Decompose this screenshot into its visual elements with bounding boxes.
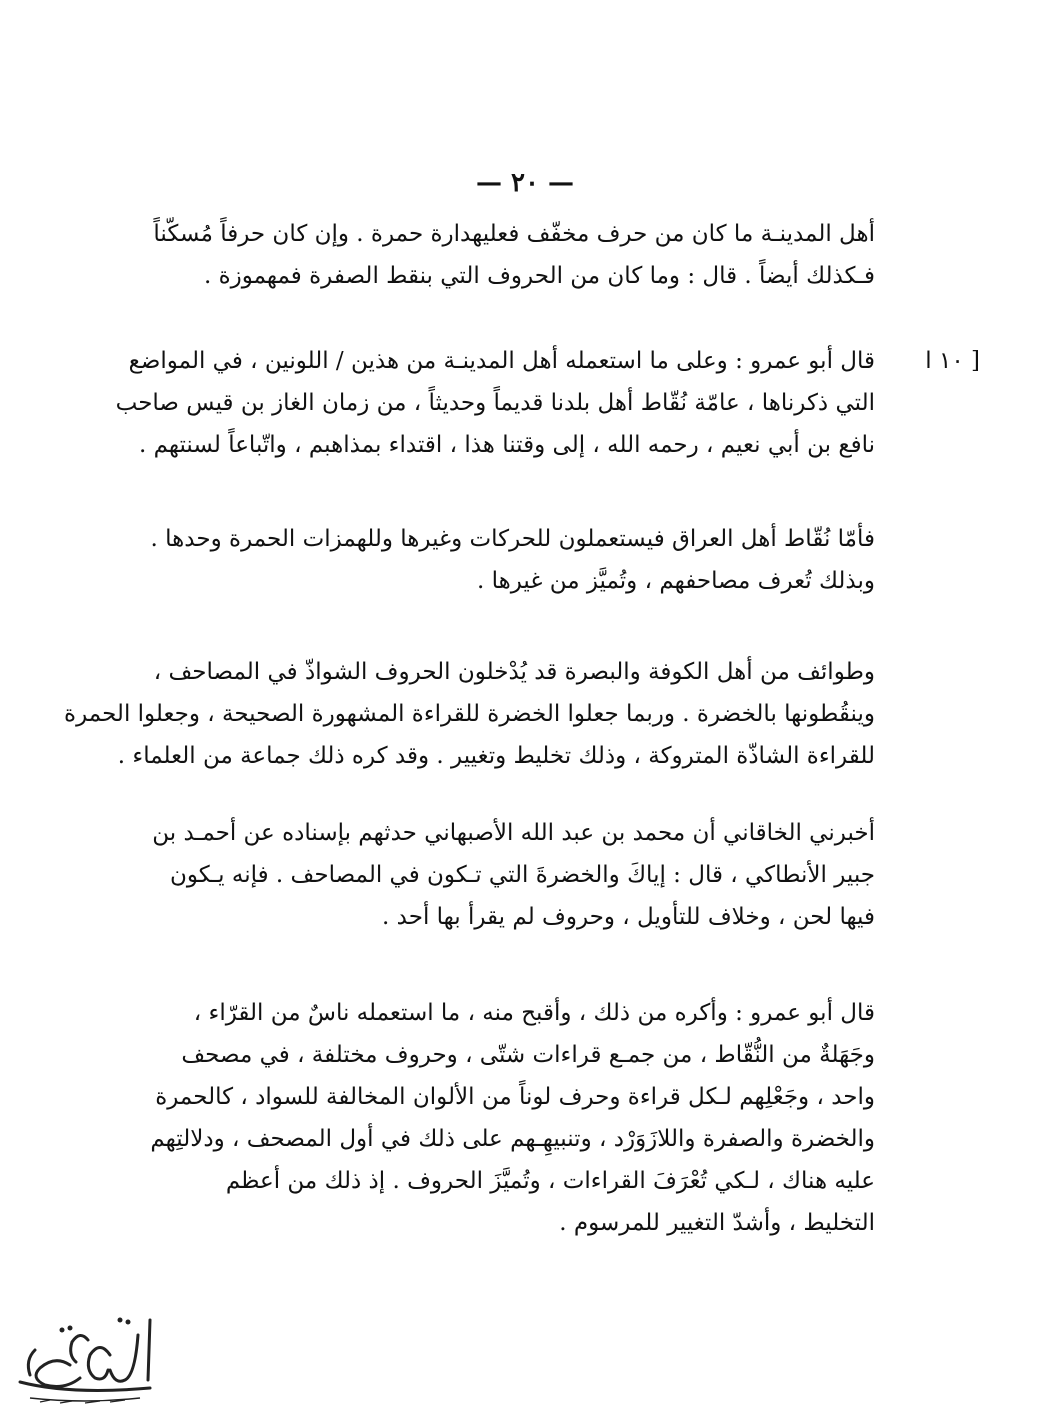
text-line: وينقُطونها بالخضرة . وربما جعلوا الخضرة للقراءة المشهورة الصحيحة ، وجعلوا الحمرة	[64, 701, 875, 727]
paragraph-4	[64, 651, 875, 777]
text-line: التي ذكرناها ، عامّة نُقّاط أهل بلدنا قديماً وحديثاً ، من زمان الغاز بن قيس صاحب	[115, 390, 875, 416]
text-line: فيها لحن ، وخلاف للتأويل ، وحروف لم يقرأ بها أحد .	[382, 904, 875, 930]
text-line: عليه هناك ، لـكي تُعْرَفَ القراءات ، وتُميَّزَ الحروف . إذ ذلك من أعظم	[225, 1168, 875, 1194]
text-line: واحد ، وجَعْلِهم لـكل قراءة وحرف لوناً من الألوان المخالفة للسواد ، كالحمرة	[155, 1084, 875, 1110]
text-line: فـكذلك أيضاً . قال : وما كان من الحروف التي بنقط الصفرة فمهموزة .	[203, 263, 875, 289]
text-line: فأمّا نُقّاط أهل العراق فيستعملون للحركات وغيرها وللهمزات الحمرة وحدها .	[150, 526, 875, 552]
text-line: أخبرني الخاقاني أن محمد بن عبد الله الأصبهاني حدثهم بإسناده عن أحمـد بن	[152, 820, 875, 846]
margin-reference: [ ١٠ ا	[925, 348, 980, 374]
paragraph-2	[115, 340, 875, 466]
text-line: وطوائف من أهل الكوفة والبصرة قد يُدْخلون الحروف الشواذّ في المصاحف ،	[153, 659, 875, 685]
paragraph-1	[155, 213, 875, 297]
text-line: قال أبو عمرو : وعلى ما استعمله أهل المدينـة من هذين / اللونين ، في المواضع	[128, 348, 875, 374]
text-line: قال أبو عمرو : وأكره من ذلك ، وأقبح منه ، ما استعمله ناسٌ من القرّاء ،	[193, 1000, 875, 1026]
text-line: نافع بن أبي نعيم ، رحمه الله ، إلى وقتنا هذا ، اقتداء بمذاهبم ، واتّباعاً لسنتهم .	[138, 432, 875, 458]
text-line: للقراءة الشاذّة المتروكة ، وذلك تخليط وتغيير . وقد كره ذلك جماعة من العلماء .	[117, 743, 875, 769]
text-line: وبذلك تُعرف مصاحفهم ، وتُميَّز من غيرها .	[476, 568, 875, 594]
page-number: — ٢٠ —	[475, 168, 575, 198]
text-line: والخضرة والصفرة واللازَوَرْد ، وتنبيهِـهم على ذلك في أول المصحف ، ودلالتِهم	[150, 1126, 875, 1152]
paragraph-5	[152, 812, 875, 938]
paragraph-3	[150, 518, 875, 602]
text-line: أهل المدينـة ما كان من حرف مخفّف فعليهدارة حمرة . وإن كان حرفاً مُسكّناً	[153, 221, 875, 247]
text-line: جبير الأنطاكي ، قال : إياكَ والخضرةَ التي تـكون في المصاحف . فإنه يـكون	[169, 862, 875, 888]
calligraphy-watermark-icon	[10, 1300, 160, 1410]
text-line: وجَهَلةٌ من النُّقّاط ، من جمـع قراءات شتّى ، وحروف مختلفة ، في مصحف	[181, 1042, 875, 1068]
text-line: التخليط ، وأشدّ التغيير للمرسوم .	[559, 1210, 875, 1236]
paragraph-6	[150, 992, 875, 1244]
